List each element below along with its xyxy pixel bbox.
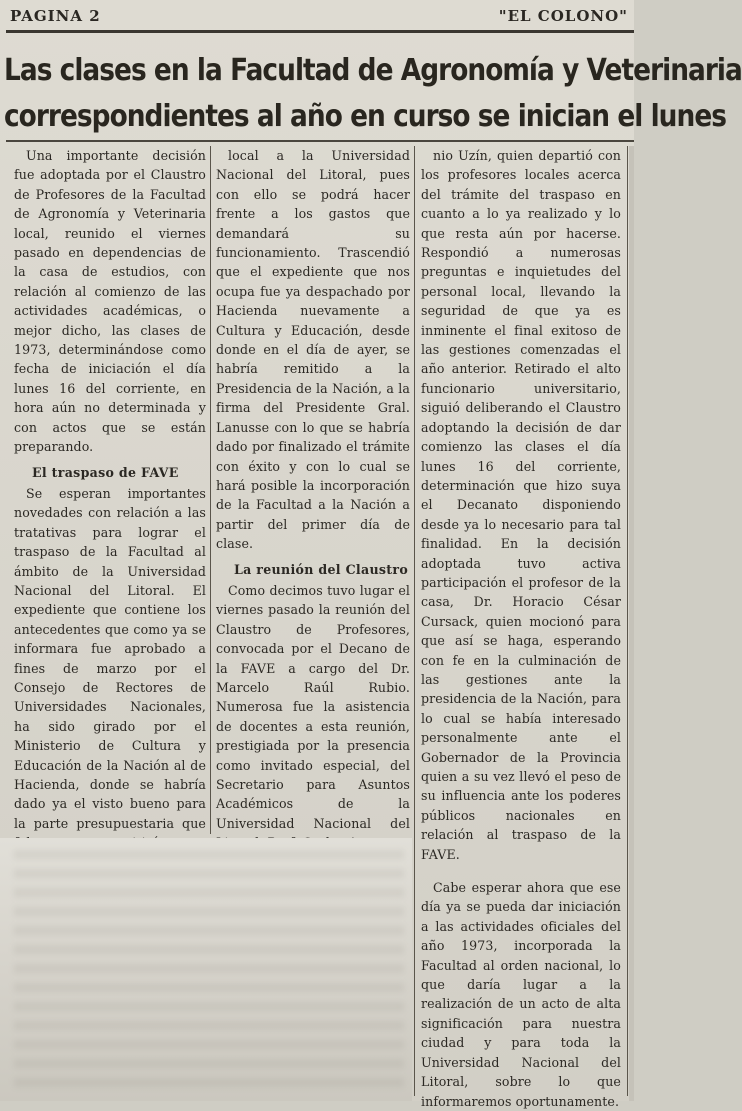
blurred-text-lines [14, 850, 404, 1090]
header-rule [6, 30, 634, 33]
column-3-paragraph-1: nio Uzín, quien departió con los profesores locales acerca del trámite del traspaso en cuanto a lo ya realizado y lo que resta aún por hacerse. Respondió a numerosas preguntas e inquietudes del personal local, llevando la seguridad de que ya es inminente el final exitoso de las gestiones comenzadas el año anterior. Retirado el alto funcionario universitario, siguió deliberando el Claustro adoptando la decisión de dar comienzo las clases el día lunes 16 del corriente, determinación que hizo suya el Decanato disponiendo desde ya lo necesario para tal finalidad. En la decisión adoptada tuvo activa participación el profesor de la casa, Dr. Horacio César Cursack, quien mocionó para que así se haga, esperando con fe en la culminación de las gestiones ante la presidencia de la Nación, para lo cual se había interesado personalmente ante el Gobernador de la Provincia quien a su vez llevó el peso de su influencia ante los poderes públicos nacionales en relación al traspaso de la FAVE. [421, 148, 621, 862]
subhead-traspaso: El traspaso de FAVE [32, 464, 179, 480]
page-header [10, 4, 628, 28]
page-number: PAGINA 2 [10, 7, 101, 25]
column-2-paragraph-1: local a la Universidad Nacional del Litoral, pues con ello se podrá hacer frente a los gastos que demandará su funcionamiento. Trascendió que el expediente que nos ocupa fue ya despachado por Hacienda nuevamente a Cultura y Educación, desde donde en el día de ayer, se habría remitido a la Presidencia de la Nación, a la firma del Presidente Gral. Lanusse con lo que se habría dado por finalizado el trámite con éxito y con lo cual se hará posible la incorporación de la Facultad a la Nación a partir del primer día de clase. [216, 148, 410, 552]
headline-line-1: Las clases en la Facultad de Agronomía y Veterinaria [4, 53, 742, 88]
column-2-paragraph-2: Como decimos tuvo lugar el viernes pasado la reunión del Claustro de Profesores, convocada por el Decano de la FAVE a cargo del Dr. Marcelo Raúl Rubio. Numerosa fue la asistencia de docentes a esta reunión, prestigiada por la presencia como invitado especial, del Secretario para Asuntos Académicos de la Universidad Nacional del [216, 582, 410, 831]
column-divider-2 [414, 146, 415, 1096]
column-1-paragraph-2: Se esperan importantes novedades con relación a las tratativas para lograr el traspaso de la Facultad al ámbito de la Universidad Nacional del Litoral. El expediente que contiene los antecedentes que como ya se informara fue aprobado a fines de marzo por el Consejo de Rectores de Universidades Nacionales, ha sido girado por el Ministerio de Cultura y Educación de la Nación al de Hacienda, donde se habría dado ya el visto bueno para la parte presupuestaria que [14, 485, 206, 831]
headline-rule [6, 140, 634, 142]
column-1-paragraph-1: Una importante decisión fue adoptada por el Claustro de Profesores de la Facultad de Agronomía y Veterinaria local, reunido el viernes pasado en dependencias de la casa de estudios, con relación al comienzo de las actividades académicas, o mejor dicho, las clases de 1973, determinándose como fecha de iniciación el día lunes 16 del corriente, en hora aún no determinada y con actos que se están preparando. [14, 148, 206, 455]
column-divider-3 [627, 146, 628, 1096]
adjacent-article-edge [629, 146, 634, 1101]
article-column-3 [421, 146, 621, 1109]
article-headline [4, 48, 742, 140]
article-column-2 [216, 146, 410, 836]
newspaper-name: "EL COLONO" [498, 7, 628, 25]
article-column-1 [14, 146, 206, 836]
paragraph-gap [421, 864, 621, 878]
headline-line-2: correspondientes al año en curso se inician el lunes [4, 99, 727, 134]
subhead-reunion: La reunión del Claustro [234, 561, 409, 577]
column-3-paragraph-2: Cabe esperar ahora que ese día ya se pueda dar iniciación a las actividades oficiales del año 1973, incorporada la Facultad al orden nacional, lo que daría lugar a la realización de un acto de alta significación para nuestra ciudad y para toda la Universidad Nacional del Litoral, sobre lo que informaremos oportunamente. [421, 880, 621, 1109]
column-divider-1 [210, 146, 211, 834]
